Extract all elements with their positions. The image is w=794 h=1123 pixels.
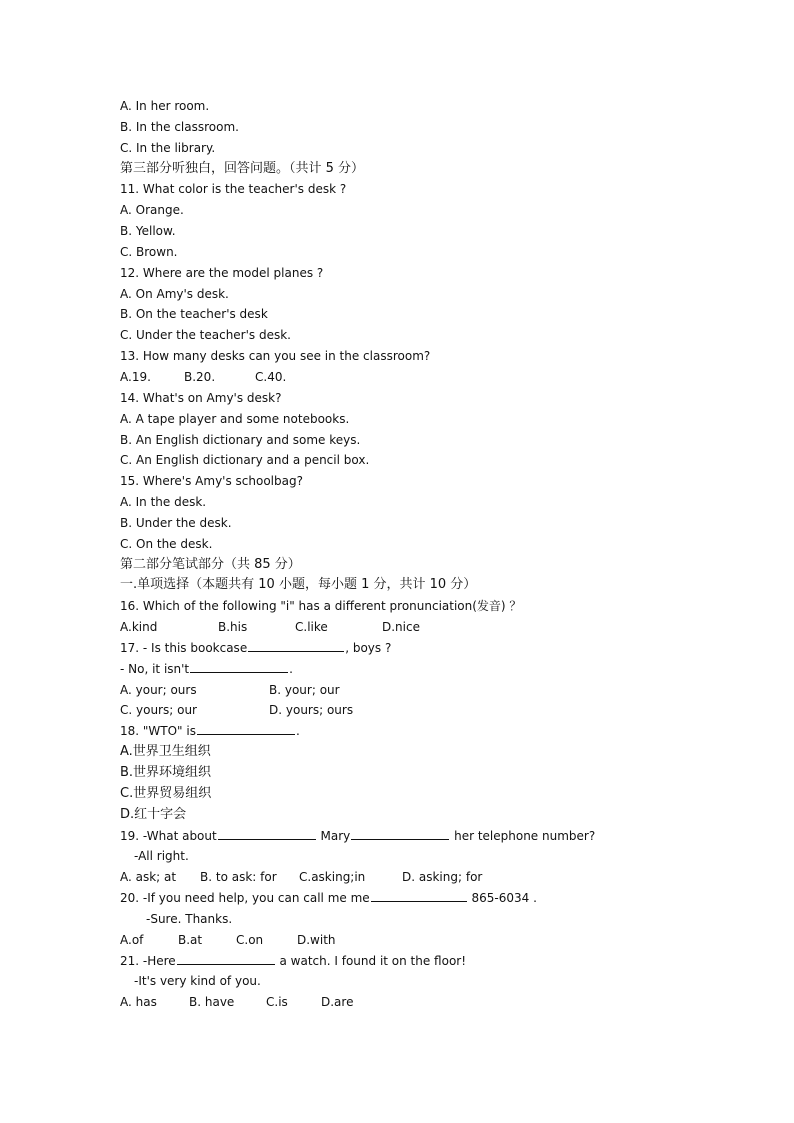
option-b: B. Yellow. <box>120 224 176 239</box>
question-21-text-a: 21. -Here <box>120 953 176 968</box>
option-a: A. In the desk. <box>120 495 207 510</box>
question-20-text-a: 20. -If you need help, you can call me me <box>120 891 370 906</box>
question-19-options <box>120 867 680 888</box>
answer-blank[interactable] <box>351 827 449 840</box>
question-16-stem: 16. Which of the following "i" has a different pronunciation(发音) ？ <box>120 599 522 614</box>
question-17-reply <box>120 659 680 680</box>
section1-heading: 一.单项选择（本题共有 10 小题，每小题 1 分，共计 10 分） <box>120 577 477 593</box>
question-12-stem: 12. Where are the model planes ? <box>120 265 324 280</box>
option-c: C. An English dictionary and a pencil box. <box>120 453 370 468</box>
option-c: C.like <box>295 620 328 635</box>
option-a: A.世界卫生组织 <box>120 744 211 760</box>
option-c: C.40. <box>255 369 287 384</box>
answer-blank[interactable] <box>218 827 316 840</box>
option-d: D. asking; for <box>402 870 483 885</box>
option-c: C.on <box>236 932 264 947</box>
option-d: D.红十字会 <box>120 806 187 822</box>
question-20-options <box>120 930 680 951</box>
question-17-stem <box>120 638 680 659</box>
question-20-reply: -Sure. Thanks. <box>146 911 233 926</box>
question-21-reply: -It's very kind of you. <box>134 974 261 989</box>
part2-heading: 第二部分笔试部分（共 85 分） <box>120 556 301 572</box>
option-d: D.with <box>297 932 336 947</box>
part3-heading: 第三部分听独白，回答问题。（共计 5 分） <box>120 160 365 176</box>
question-19-reply: -All right. <box>134 849 189 864</box>
question-16-options <box>120 617 680 638</box>
question-21-stem <box>120 951 680 972</box>
exam-page <box>120 96 680 1013</box>
option-b: B.at <box>178 932 203 947</box>
question-18-text-b: . <box>295 724 300 739</box>
option-d: D.are <box>321 995 354 1010</box>
question-17-options-row1 <box>120 680 680 701</box>
question-21-text-b: a watch. I found it on the floor! <box>275 953 467 968</box>
question-15-stem: 15. Where's Amy's schoolbag? <box>120 474 303 489</box>
question-13-stem: 13. How many desks can you see in the classroom? <box>120 349 431 364</box>
option-c: C. In the library. <box>120 140 216 155</box>
answer-blank[interactable] <box>371 889 467 902</box>
question-17-text-a: 17. - Is this bookcase <box>120 640 248 655</box>
option-a: A. A tape player and some notebooks. <box>120 411 350 426</box>
option-a: A. In her room. <box>120 99 210 113</box>
option-a: A.kind <box>120 620 158 635</box>
answer-blank[interactable] <box>248 639 344 652</box>
question-17-reply-b: . <box>289 661 293 676</box>
option-c: C.世界贸易组织 <box>120 785 212 801</box>
question-18-text-a: 18. "WTO" is <box>120 724 196 739</box>
question-13-options <box>120 367 680 388</box>
question-14-stem: 14. What's on Amy's desk? <box>120 390 282 405</box>
option-a: A. your; ours <box>120 682 197 697</box>
question-19-text-b: Mary <box>316 828 351 843</box>
option-b: B. have <box>189 995 235 1010</box>
option-b: B. your; our <box>269 682 340 697</box>
question-20-text-b: 865-6034 . <box>467 891 537 906</box>
option-c: C.is <box>266 995 288 1010</box>
option-c: C.asking;in <box>299 870 366 885</box>
option-a: A. has <box>120 995 157 1010</box>
question-17-options-row2 <box>120 700 680 721</box>
option-b: B.his <box>218 620 248 635</box>
question-20-stem <box>120 888 680 909</box>
option-b: B.世界环境组织 <box>120 765 212 780</box>
option-a: A. Orange. <box>120 203 184 218</box>
question-17-reply-a: - No, it isn't <box>120 661 190 676</box>
question-17-text-b: , boys ? <box>345 640 392 655</box>
option-a: A.of <box>120 932 144 947</box>
option-a: A.19. <box>120 369 151 384</box>
option-b: B. An English dictionary and some keys. <box>120 432 361 447</box>
option-b: B. to ask: for <box>200 870 277 885</box>
option-c: C. Under the teacher's desk. <box>120 328 291 343</box>
answer-blank[interactable] <box>177 952 275 965</box>
question-19-text-a: 19. -What about <box>120 828 217 843</box>
option-c: C. yours; our <box>120 703 197 718</box>
answer-blank[interactable] <box>197 722 295 735</box>
option-b: B. Under the desk. <box>120 515 232 530</box>
option-d: D.nice <box>382 620 420 635</box>
option-c: C. On the desk. <box>120 536 213 551</box>
option-b: B. In the classroom. <box>120 119 239 134</box>
option-a: A. ask; at <box>120 870 177 885</box>
question-11-stem: 11. What color is the teacher's desk ? <box>120 182 347 197</box>
question-21-options <box>120 992 680 1013</box>
option-b: B. On the teacher's desk <box>120 307 268 322</box>
option-c: C. Brown. <box>120 244 178 259</box>
option-a: A. On Amy's desk. <box>120 286 229 301</box>
option-b: B.20. <box>184 369 216 384</box>
option-d: D. yours; ours <box>269 703 354 718</box>
answer-blank[interactable] <box>190 660 288 673</box>
question-19-text-c: her telephone number? <box>450 828 596 843</box>
question-19-stem <box>120 826 680 847</box>
question-18-stem <box>120 721 680 742</box>
